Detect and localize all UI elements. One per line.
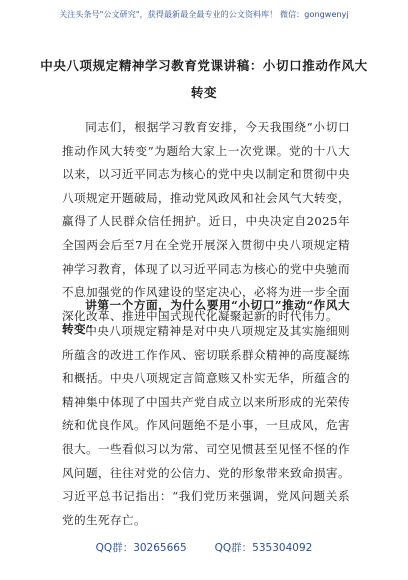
section-heading: 讲第一个方面，为什么要用“小切口”推动“作风大转变” [62, 298, 350, 336]
document-title: 中央八项规定精神学习教育党课讲稿：小切口推动作风大转变 [40, 58, 368, 100]
footer-qq-group-2: QQ群：535304092 [214, 542, 313, 554]
top-banner: 关注头条号"公文研究"，获得最新最全最专业的公文资料库！ 微信：gongwenyj [59, 10, 349, 19]
body-paragraph: 中央八项规定精神是对中央八项规定及其实施细则所蕴含的改进工作作风、密切联系群众精神的高度凝练和概括。中央八项规定言简意赅又朴实无华，所蕴含的精神集中体现了中国共产党自成立以来所形成的光荣传统和优良作风。作风问题绝不是小事，一旦成风，危害很大。一些看似习以为常、司空见惯甚至见怪不怪的作风问题，往往对党的公信力、党的形象带来致命损害。习近平总书记指出：“我们党历来强调，党风问题关系党的生死存亡。 [62, 324, 350, 527]
footer-contacts [0, 540, 408, 555]
body-paragraph: 同志们，根据学习教育安排，今天我围绕“小切口推动作风大转变”为题给大家上一次党课。党的十八大以来，以习近平同志为核心的党中央以制定和贯彻中央八项规定开题破局，推动党风政风和社会风气大转变，赢得了人民群众信任拥护。近日，中央决定自2025年全国两会后至7月在全党开展深入贯彻中央八项规定精神学习教育，体现了以习近平同志为核心的党中央驰而不息加强党的作风建设的坚定决心，必将为进一步全面深化改革、推进中国式现代化凝聚起新的时代伟力。 [62, 120, 350, 323]
footer-qq-group-1: QQ群：30265665 [95, 542, 187, 554]
